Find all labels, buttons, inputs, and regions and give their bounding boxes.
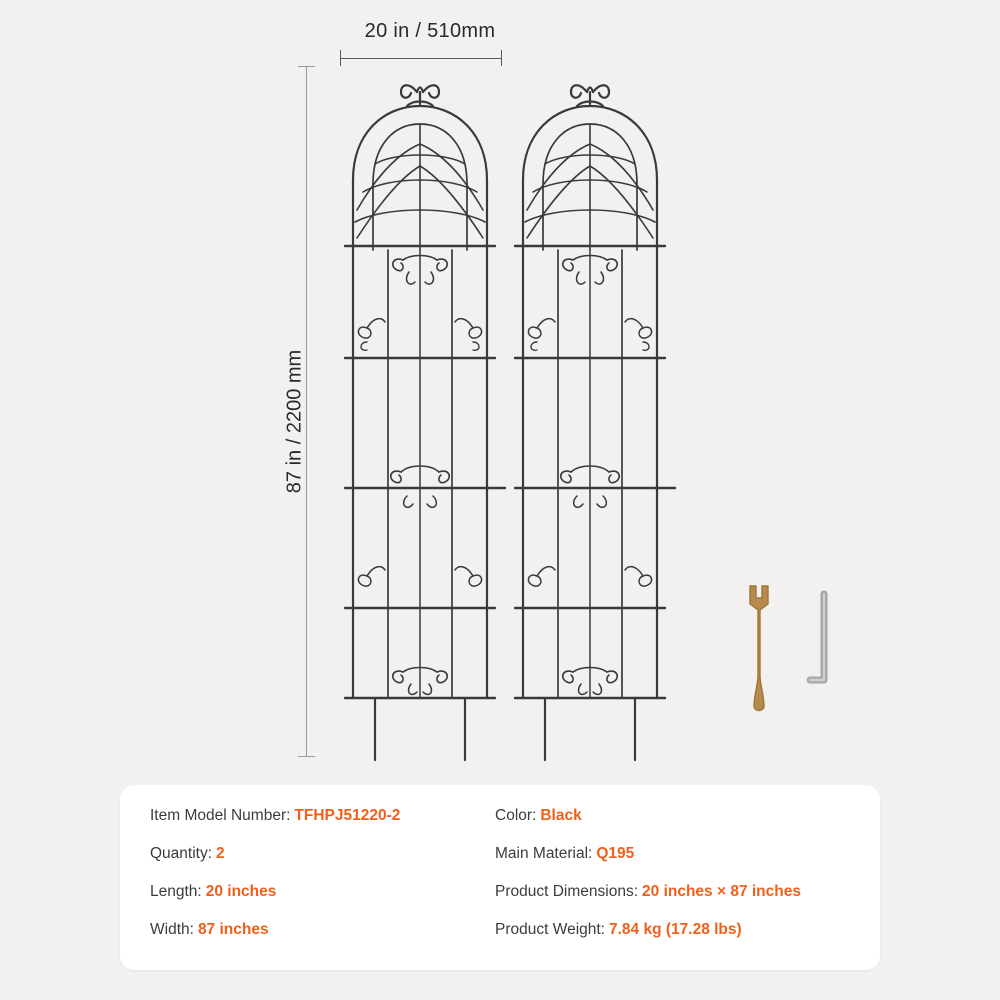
spec-item-width [150, 921, 495, 939]
spec-value: 87 inches [197, 921, 269, 938]
spec-label: Main Material: [495, 845, 593, 862]
width-dimension-label: 20 in / 510mm [364, 20, 496, 42]
spec-item-product-dimensions [495, 883, 850, 901]
spec-item-quantity [150, 845, 495, 863]
spec-label: Product Dimensions: [495, 883, 639, 900]
trellis-panel-rear [515, 85, 675, 760]
spec-value: TFHPJ51220-2 [294, 807, 401, 824]
spec-value: Black [540, 807, 582, 824]
spec-value: Q195 [596, 845, 635, 862]
height-dimension-tick-bottom [298, 756, 315, 757]
trellis-panel-front [345, 85, 505, 760]
spec-value: 20 inches [205, 883, 277, 900]
spec-label: Width: [150, 921, 194, 938]
spec-label: Color: [495, 807, 537, 824]
height-dimension-label: 87 in / 2200 mm [283, 349, 306, 494]
height-dimension-tick-top [298, 66, 315, 67]
width-dimension-line [340, 58, 502, 59]
wrench-icon [750, 586, 768, 711]
spec-item-length [150, 883, 495, 901]
trellis-illustration [320, 60, 720, 775]
allen-key-icon [810, 594, 824, 680]
spec-item-product-weight [495, 921, 850, 939]
spec-label: Product Weight: [495, 921, 605, 938]
spec-card [120, 785, 880, 970]
spec-item-color [495, 807, 850, 825]
tools-illustration [720, 570, 860, 735]
spec-label: Item Model Number: [150, 807, 291, 824]
spec-label: Length: [150, 883, 202, 900]
spec-item-item-model-number [150, 807, 495, 825]
spec-value: 7.84 kg (17.28 lbs) [609, 921, 742, 938]
spec-label: Quantity: [150, 845, 213, 862]
spec-item-main-material [495, 845, 850, 863]
spec-grid [150, 807, 850, 939]
spec-value: 2 [216, 845, 225, 862]
spec-value: 20 inches × 87 inches [642, 883, 801, 900]
